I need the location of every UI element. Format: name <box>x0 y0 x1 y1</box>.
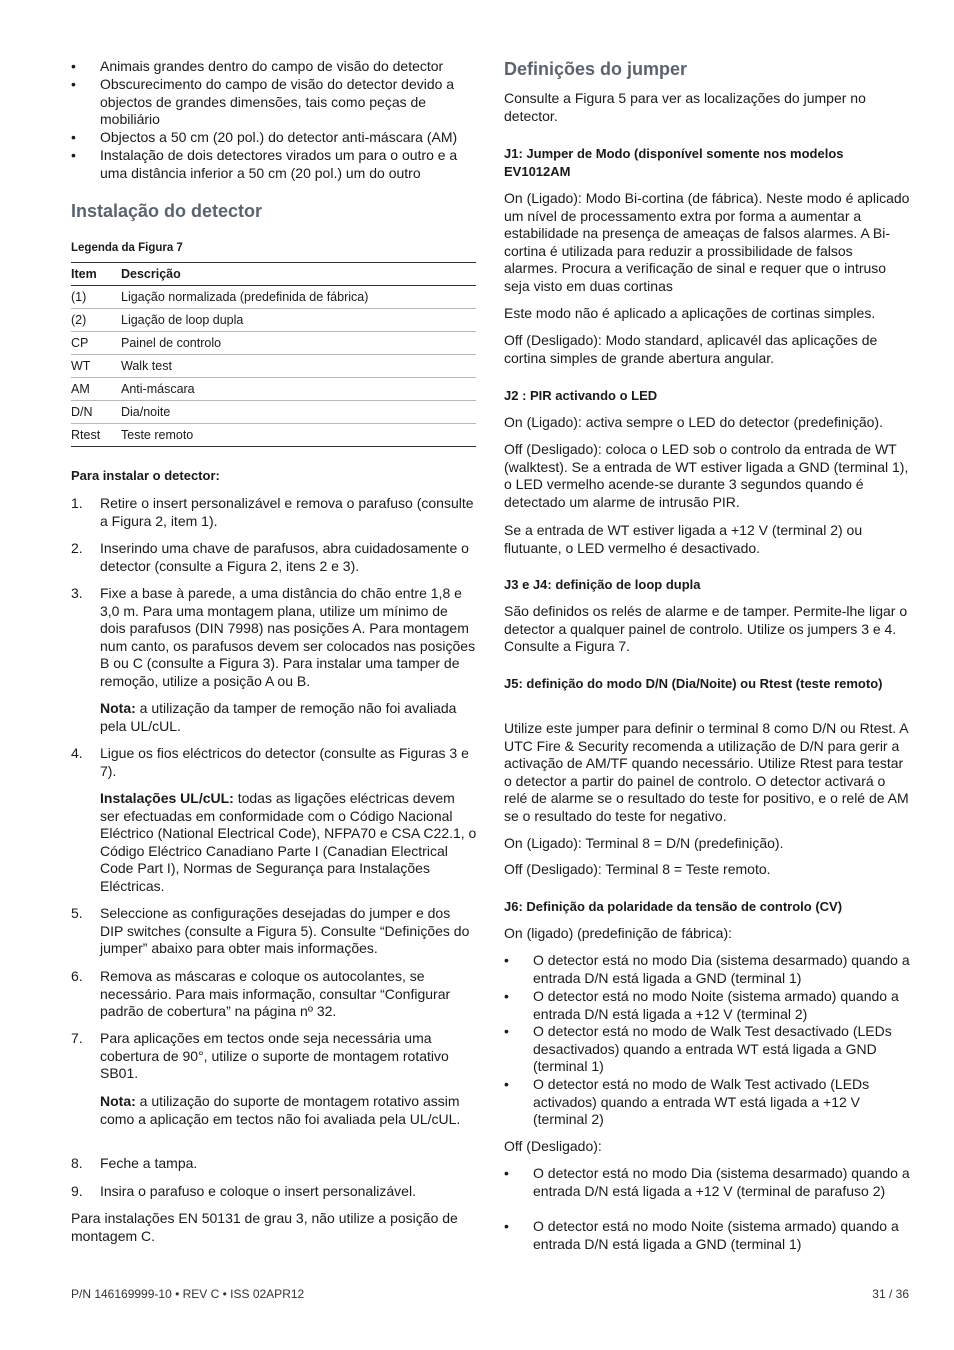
table-row: WT Walk test <box>71 355 476 378</box>
closing-paragraph: Para instalações EN 50131 de grau 3, não utilize a posição de montagem C. <box>71 1210 458 1244</box>
paragraph: On (Ligado): Modo Bi-cortina (de fábrica). Neste modo é aplicado um nível de processamento extra por forma a aumentar a estabilidade na presença de ameaças de falsos alarmes. A Bi-cortina é utilizada para reduzir a prossibilidade de falsos alarmes. Procura a verificação de sinal e requer que o intruso seja visto em duas cortinas <box>504 190 910 294</box>
table-header-row <box>71 263 476 286</box>
procedure-heading: Para instalar o detector: <box>71 468 220 483</box>
paragraph: Utilize este jumper para definir o terminal 8 como D/N ou Rtest. A UTC Fire & Security recomenda a utilização de D/N para gerir a activação de AM/TF quando necessário. Utilize Rtest para testar o detector a partir do painel de controlo. O detector activará o relé de alarme se o resultado do teste for positivo, e o relé de AM se o resultado do teste for negativo. <box>504 720 909 824</box>
legend-table <box>71 262 476 447</box>
j2-heading: J2 : PIR activando o LED <box>504 388 658 403</box>
table-row: (1) Ligação normalizada (predefinida de fábrica) <box>71 286 476 309</box>
note-paragraph: Nota: a utilização do suporte de montagem rotativo assim como a aplicação em tectos não foi avaliada pela UL/cUL. <box>100 1093 461 1127</box>
paragraph: Off (Desligado): Terminal 8 = Teste remoto. <box>504 861 771 877</box>
table-row: (2) Ligação de loop dupla <box>71 309 476 332</box>
paragraph: Off (Desligado): coloca o LED sob o controlo da entrada de WT (walktest). Se a entrada de WT estiver ligada a GND (terminal 1), o LED vermelho acende-se durante 3 segundos quando é detectado um alarme de intrusão PIR. <box>504 441 909 510</box>
paragraph: On (Ligado): activa sempre o LED do detector (predefinição). <box>504 414 883 430</box>
table-row: D/N Dia/noite <box>71 401 476 424</box>
paragraph: Off (Desligado): <box>504 1138 602 1154</box>
column-header-item: Item <box>71 263 121 286</box>
footer-page-number: 31 / 36 <box>872 1287 909 1301</box>
paragraph: On (Ligado): Terminal 8 = D/N (predefinição). <box>504 835 784 851</box>
j5-heading: J5: definição do modo D/N (Dia/Noite) ou Rtest (teste remoto) <box>504 676 883 691</box>
j1-heading: J1: Jumper de Modo (disponível somente nos modelos EV1012AM <box>504 146 844 179</box>
note-paragraph: Instalações UL/cUL: todas as ligações eléctricas devem ser efectuadas em conformidade com o Código Nacional Eléctrico (National Electrical Code), NFPA70 e CSA C22.1, o Código Eléctrico Canadiano Parte I (Canadian Electrical Code Part I), Normas de Segurança para Instalações Eléctricas. <box>100 790 477 894</box>
paragraph: Off (Desligado): Modo standard, aplicavél das aplicações de cortina simples de grande abertura angular. <box>504 332 878 366</box>
table-row: CP Painel de controlo <box>71 332 476 355</box>
intro-paragraph: Consulte a Figura 5 para ver as localizações do jumper no detector. <box>504 90 866 124</box>
paragraph: Se a entrada de WT estiver ligada a +12 V (terminal 2) ou flutuante, o LED vermelho é desactivado. <box>504 522 863 556</box>
column-header-description: Descrição <box>121 263 476 286</box>
paragraph: Este modo não é aplicado a aplicações de cortinas simples. <box>504 305 876 321</box>
jumper-heading: Definições do jumper <box>504 59 688 79</box>
legend-caption: Legenda da Figura 7 <box>71 242 183 254</box>
paragraph: São definidos os relés de alarme e de tamper. Permite-lhe ligar o detector a qualquer painel de controlo. Utilize os jumpers 3 e 4. Consulte a Figura 7. <box>504 603 908 655</box>
footer-part-number: P/N 146169999-10 • REV C • ISS 02APR12 <box>71 1287 305 1301</box>
paragraph: On (ligado) (predefinição de fábrica): <box>504 925 733 941</box>
j6-heading: J6: Definição da polaridade da tensão de controlo (CV) <box>504 899 843 914</box>
install-heading: Instalação do detector <box>71 201 263 221</box>
note-paragraph: Nota: a utilização da tamper de remoção não foi avaliada pela UL/cUL. <box>100 700 457 734</box>
j34-heading: J3 e J4: definição de loop dupla <box>504 577 701 592</box>
table-row: AM Anti-máscara <box>71 378 476 401</box>
table-row: Rtest Teste remoto <box>71 424 476 447</box>
